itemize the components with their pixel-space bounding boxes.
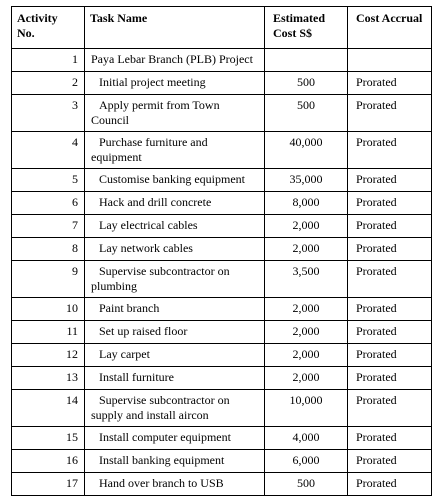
task-name-cell xyxy=(85,238,265,261)
task-name-cell xyxy=(85,261,265,298)
table-row xyxy=(12,169,432,192)
estimated-cost-cell: 3,500 xyxy=(265,261,348,298)
table-row xyxy=(12,95,432,132)
cost-accrual-cell: Prorated xyxy=(348,72,432,95)
header-task-name: Task Name xyxy=(85,7,265,49)
cost-accrual-cell: Prorated xyxy=(348,427,432,450)
task-name-cell xyxy=(85,95,265,132)
table-row xyxy=(12,344,432,367)
activity-no-cell: 2 xyxy=(12,72,85,95)
task-name-line: Install computer equipment xyxy=(99,430,231,444)
activity-no-cell: 17 xyxy=(12,473,85,496)
task-name-line: Customise banking equipment xyxy=(99,172,245,186)
activity-no-cell: 5 xyxy=(12,169,85,192)
table-body xyxy=(12,49,432,496)
activity-no-cell: 11 xyxy=(12,321,85,344)
header-estimated-cost xyxy=(265,7,348,49)
task-name-cell xyxy=(85,473,265,496)
task-name-cell xyxy=(85,298,265,321)
task-name-line: Purchase furniture and xyxy=(99,135,208,149)
task-name-cell xyxy=(85,344,265,367)
activity-no-cell: 3 xyxy=(12,95,85,132)
cost-accrual-cell: Prorated xyxy=(348,192,432,215)
header-row xyxy=(12,7,432,49)
estimated-cost-cell: 35,000 xyxy=(265,169,348,192)
cost-accrual-cell: Prorated xyxy=(348,390,432,427)
cost-accrual-cell: Prorated xyxy=(348,344,432,367)
task-name-line: supply and install aircon xyxy=(91,408,209,422)
activity-no-cell: 1 xyxy=(12,49,85,72)
table-row xyxy=(12,215,432,238)
task-name-line: equipment xyxy=(91,150,142,164)
cost-accrual-cell xyxy=(348,49,432,72)
task-name-cell xyxy=(85,321,265,344)
task-name-line: Install banking equipment xyxy=(99,453,225,467)
task-name-line: Supervise subcontractor on xyxy=(99,264,230,278)
task-name-cell xyxy=(85,169,265,192)
cost-accrual-cell: Prorated xyxy=(348,321,432,344)
task-name-cell xyxy=(85,49,265,72)
task-name-line: Set up raised floor xyxy=(99,324,188,338)
cost-accrual-cell: Prorated xyxy=(348,215,432,238)
activity-no-cell: 16 xyxy=(12,450,85,473)
activity-no-cell: 6 xyxy=(12,192,85,215)
activity-no-cell: 14 xyxy=(12,390,85,427)
activity-no-cell: 8 xyxy=(12,238,85,261)
table-row xyxy=(12,238,432,261)
cost-accrual-cell: Prorated xyxy=(348,261,432,298)
task-name-cell xyxy=(85,192,265,215)
task-table-container xyxy=(11,6,432,496)
activity-no-cell: 4 xyxy=(12,132,85,169)
estimated-cost-cell: 2,000 xyxy=(265,298,348,321)
estimated-cost-cell: 2,000 xyxy=(265,367,348,390)
table-row xyxy=(12,192,432,215)
activity-no-cell: 13 xyxy=(12,367,85,390)
task-name-line: Install furniture xyxy=(99,370,174,384)
table-row xyxy=(12,450,432,473)
estimated-cost-cell: 2,000 xyxy=(265,321,348,344)
estimated-cost-cell xyxy=(265,49,348,72)
task-name-line: Lay electrical cables xyxy=(99,218,198,232)
task-name-line: Paint branch xyxy=(99,301,160,315)
cost-accrual-cell: Prorated xyxy=(348,473,432,496)
task-name-cell xyxy=(85,72,265,95)
task-name-cell xyxy=(85,367,265,390)
estimated-cost-cell: 2,000 xyxy=(265,344,348,367)
task-name-line: Hack and drill concrete xyxy=(99,195,212,209)
task-name-cell xyxy=(85,390,265,427)
estimated-cost-cell: 40,000 xyxy=(265,132,348,169)
activity-no-cell: 7 xyxy=(12,215,85,238)
table-row xyxy=(12,367,432,390)
table-row xyxy=(12,132,432,169)
table-row xyxy=(12,49,432,72)
table-row xyxy=(12,298,432,321)
estimated-cost-cell: 2,000 xyxy=(265,215,348,238)
cost-accrual-cell: Prorated xyxy=(348,169,432,192)
task-name-line: plumbing xyxy=(91,279,138,293)
table-row xyxy=(12,427,432,450)
estimated-cost-cell: 10,000 xyxy=(265,390,348,427)
header-activity-no-line1: Activity xyxy=(17,11,58,25)
estimated-cost-cell: 2,000 xyxy=(265,238,348,261)
estimated-cost-cell: 8,000 xyxy=(265,192,348,215)
table-row xyxy=(12,261,432,298)
task-table xyxy=(11,6,432,496)
task-name-line: Hand over branch to USB xyxy=(99,476,224,490)
estimated-cost-cell: 500 xyxy=(265,473,348,496)
task-name-cell xyxy=(85,132,265,169)
activity-no-cell: 10 xyxy=(12,298,85,321)
activity-no-cell: 9 xyxy=(12,261,85,298)
activity-no-cell: 12 xyxy=(12,344,85,367)
task-name-cell xyxy=(85,450,265,473)
task-name-line: Initial project meeting xyxy=(99,75,206,89)
table-row xyxy=(12,390,432,427)
estimated-cost-cell: 4,000 xyxy=(265,427,348,450)
estimated-cost-cell: 500 xyxy=(265,72,348,95)
cost-accrual-cell: Prorated xyxy=(348,238,432,261)
task-name-line: Council xyxy=(91,113,129,127)
task-name-line: Lay carpet xyxy=(99,347,150,361)
cost-accrual-cell: Prorated xyxy=(348,298,432,321)
task-name-line: Paya Lebar Branch (PLB) Project xyxy=(91,52,253,66)
task-name-cell xyxy=(85,427,265,450)
cost-accrual-cell: Prorated xyxy=(348,367,432,390)
table-row xyxy=(12,321,432,344)
table-row xyxy=(12,72,432,95)
task-name-line: Lay network cables xyxy=(99,241,193,255)
header-estimated-cost-line1: Estimated xyxy=(273,11,325,25)
task-name-line: Apply permit from Town xyxy=(99,98,220,112)
cost-accrual-cell: Prorated xyxy=(348,132,432,169)
task-name-line: Supervise subcontractor on xyxy=(99,393,230,407)
cost-accrual-cell: Prorated xyxy=(348,450,432,473)
header-activity-no-line2: No. xyxy=(17,26,35,40)
table-row xyxy=(12,473,432,496)
estimated-cost-cell: 6,000 xyxy=(265,450,348,473)
cost-accrual-cell: Prorated xyxy=(348,95,432,132)
task-name-cell xyxy=(85,215,265,238)
estimated-cost-cell: 500 xyxy=(265,95,348,132)
header-activity-no xyxy=(12,7,85,49)
header-cost-accrual: Cost Accrual xyxy=(348,7,432,49)
activity-no-cell: 15 xyxy=(12,427,85,450)
header-estimated-cost-line2: Cost S$ xyxy=(273,26,313,40)
